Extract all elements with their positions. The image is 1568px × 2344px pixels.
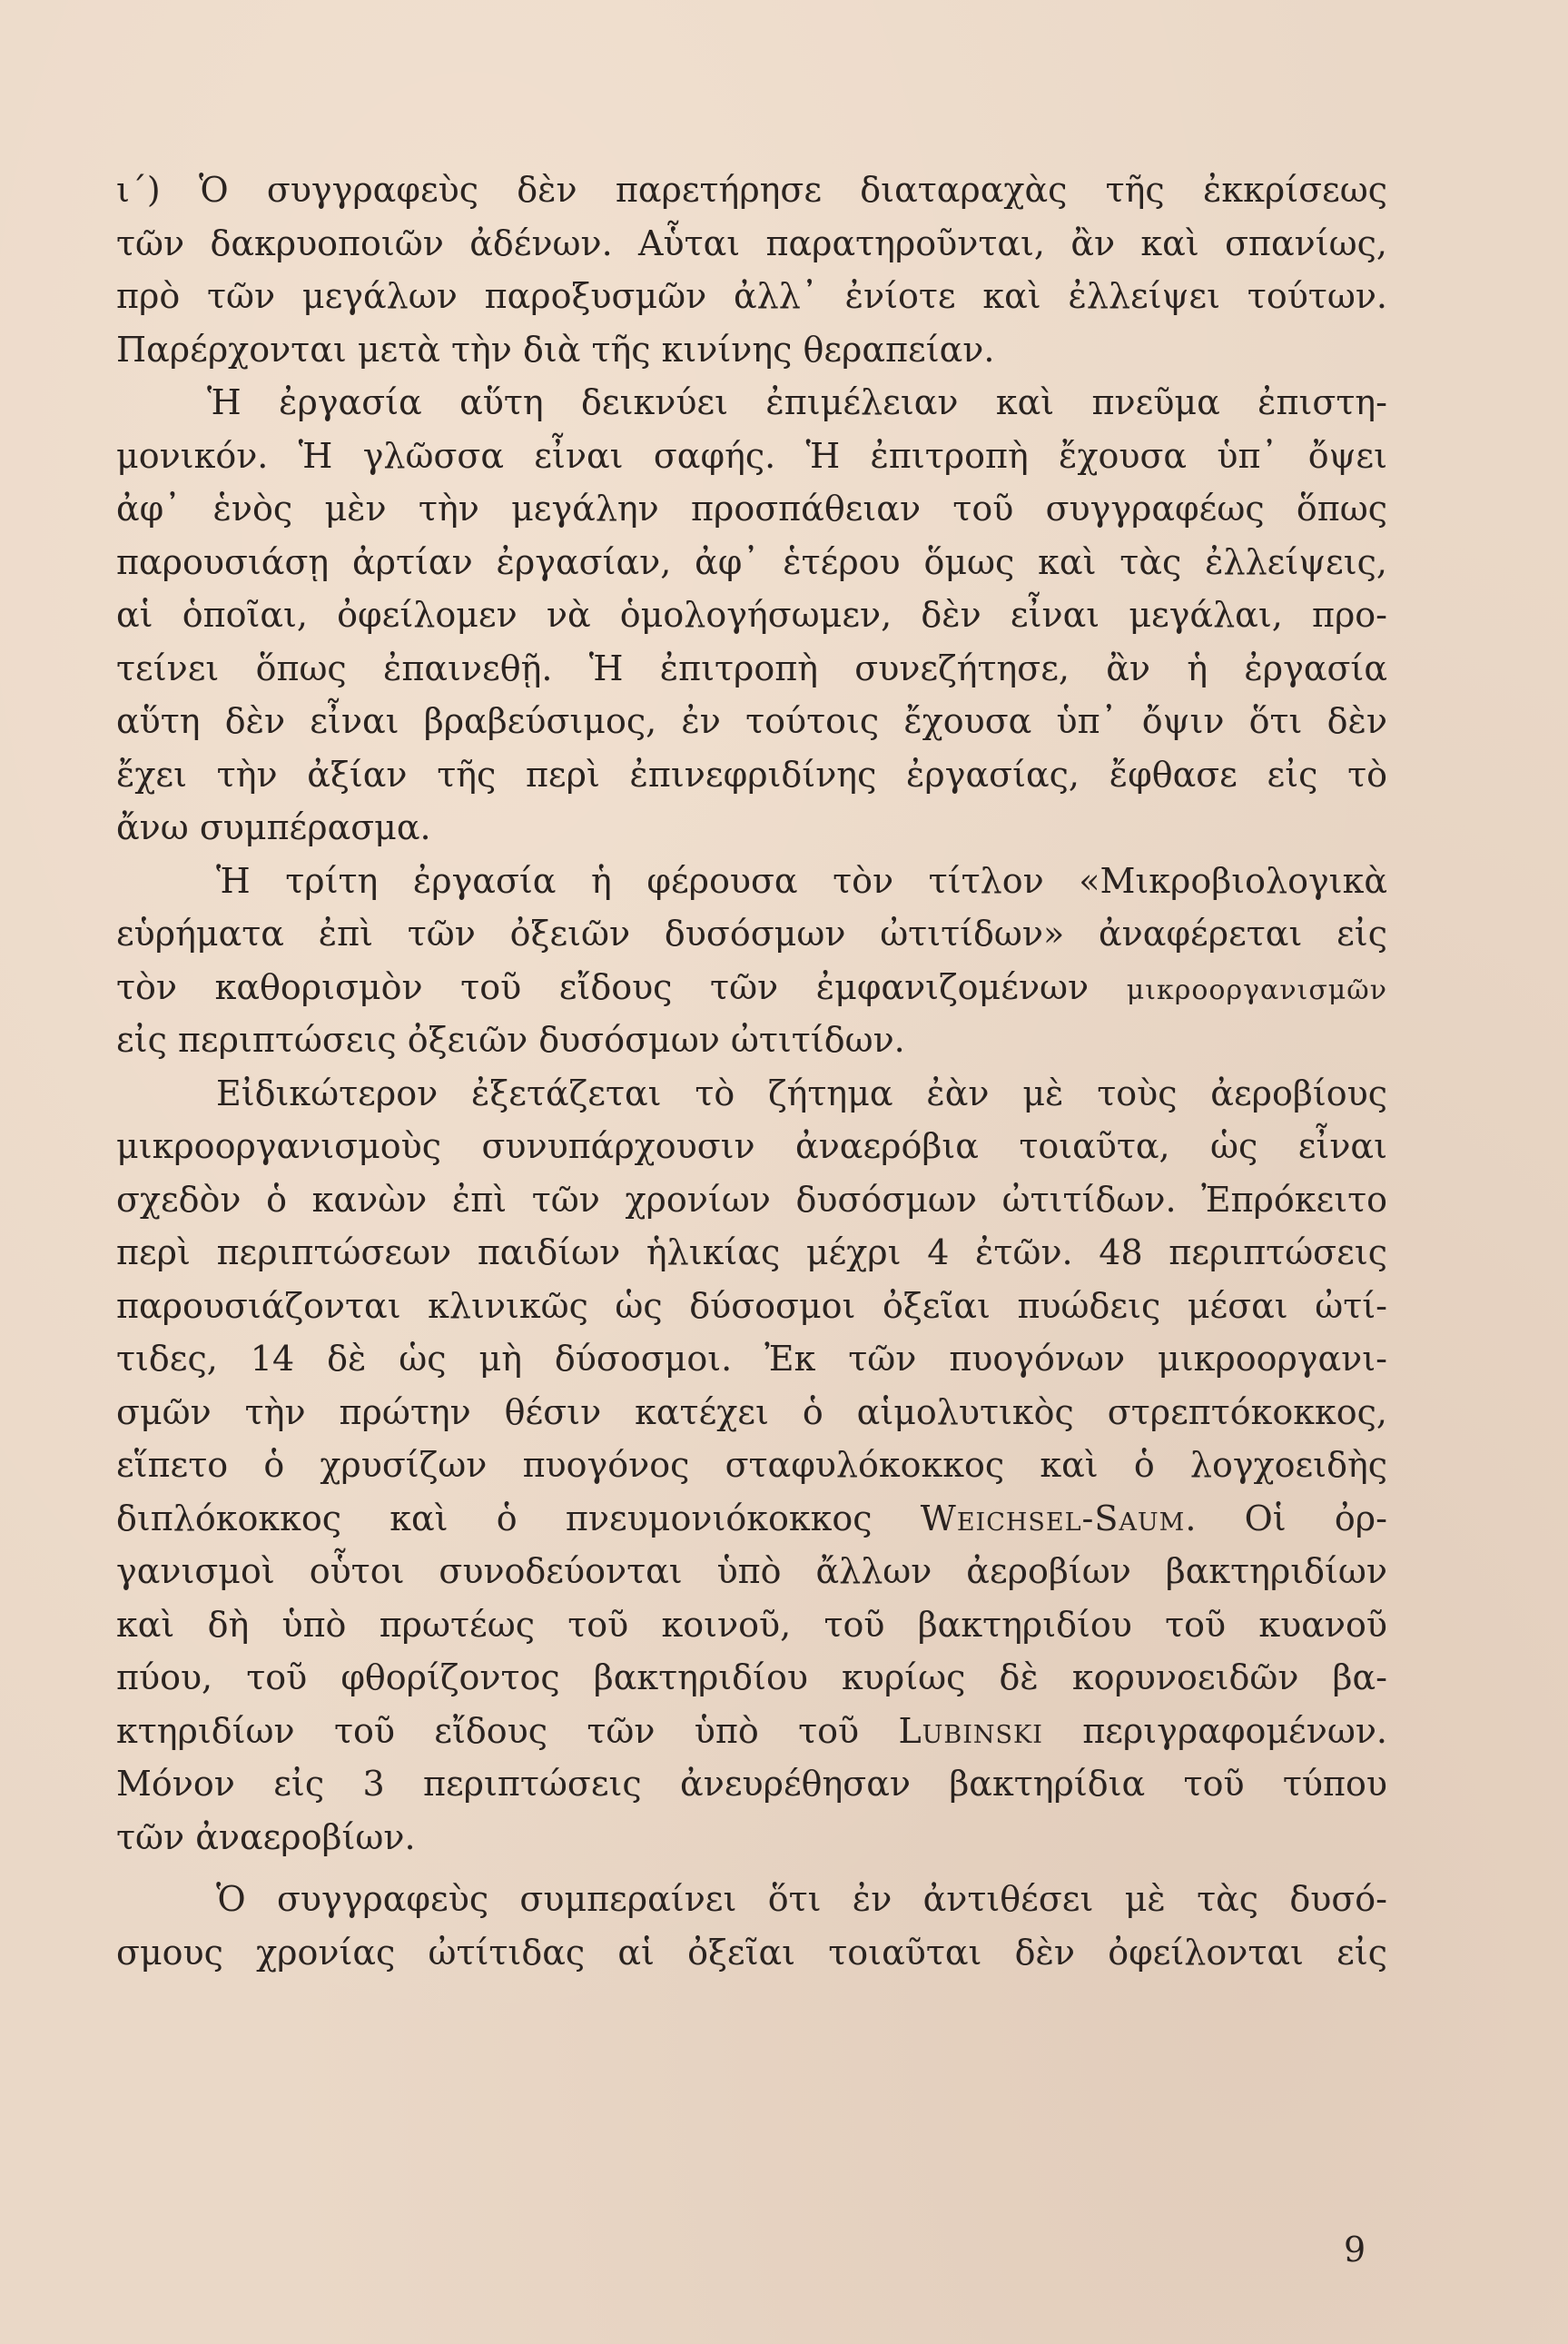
text-line: [116, 1492, 1387, 1546]
text-line: τῶν δακρυοποιῶν ἀδένων. Αὗται παρατηροῦνται, ἂν καὶ σπανίως,: [116, 223, 1387, 263]
text-line: Μόνον εἰς 3 περιπτώσεις ἀνευρέθησαν βακτηρίδια τοῦ τύπου: [116, 1764, 1387, 1804]
body-text: [116, 163, 1387, 1979]
paragraph-5: [116, 1873, 1387, 1979]
text-line: Ἡ τρίτη ἐργασία ἡ φέρουσα τὸν τίτλον «Μικροβιολογικὰ: [216, 860, 1387, 901]
text-line: ἄνω συμπέρασμα.: [116, 807, 431, 847]
text-line: Παρέρχονται μετὰ τὴν διὰ τῆς κινίνης θεραπείαν.: [116, 329, 995, 370]
paragraph-4: [116, 1067, 1387, 1864]
text-segment: . Οἱ ὀρ-: [1185, 1498, 1387, 1538]
text-line: περὶ περιπτώσεων παιδίων ἡλικίας μέχρι 4 ἐτῶν. 48 περιπτώσεις: [116, 1232, 1387, 1272]
text-line: εἰς περιπτώσεις ὀξειῶν δυσόσμων ὠτιτίδων.: [116, 1020, 905, 1060]
text-line: αἱ ὁποῖαι, ὀφείλομεν νὰ ὁμολογήσωμεν, δὲν εἶναι μεγάλαι, προ-: [116, 595, 1387, 635]
text-line: καὶ δὴ ὑπὸ πρωτέως τοῦ κοινοῦ, τοῦ βακτηριδίου τοῦ κυανοῦ: [116, 1604, 1387, 1645]
text-line: πύου, τοῦ φθορίζοντος βακτηριδίου κυρίως δὲ κορυνοειδῶν βα-: [116, 1657, 1387, 1697]
text-segment: κτηριδίων τοῦ εἴδους τῶν ὑπὸ τοῦ: [116, 1710, 860, 1751]
text-line: τῶν ἀναεροβίων.: [116, 1816, 416, 1857]
text-segment: περιγραφομένων.: [1082, 1710, 1387, 1751]
text-line: τιδες, 14 δὲ ὡς μὴ δύσοσμοι. Ἐκ τῶν πυογόνων μικροοργανι-: [116, 1339, 1387, 1379]
text-line: σμους χρονίας ὠτίτιδας αἱ ὀξεῖαι τοιαῦται δὲν ὀφείλονται εἰς: [116, 1932, 1387, 1973]
text-segment-small: μικροοργανισμῶν: [1126, 974, 1387, 1006]
text-line: εὑρήματα ἐπὶ τῶν ὀξειῶν δυσόσμων ὠτιτίδων» ἀναφέρεται εἰς: [116, 914, 1387, 954]
text-line: ι΄) Ὁ συγγραφεὺς δὲν παρετήρησε διαταραχὰς τῆς ἐκκρίσεως: [116, 170, 1387, 210]
text-segment: τὸν καθορισμὸν τοῦ εἴδους τῶν ἐμφανιζομένων: [116, 966, 1090, 1007]
text-line: πρὸ τῶν μεγάλων παροξυσμῶν ἀλλ᾽ ἐνίοτε καὶ ἐλλείψει τούτων.: [116, 276, 1387, 316]
text-line: παρουσιάσῃ ἀρτίαν ἐργασίαν, ἀφ᾽ ἑτέρου ὅμως καὶ τὰς ἐλλείψεις,: [116, 541, 1387, 582]
text-line: Εἰδικώτερον ἐξετάζεται τὸ ζήτημα ἐὰν μὲ τοὺς ἀεροβίους: [216, 1073, 1387, 1113]
page-number: 9: [1344, 2230, 1366, 2270]
text-line: Ὁ συγγραφεὺς συμπεραίνει ὅτι ἐν ἀντιθέσει μὲ τὰς δυσό-: [216, 1879, 1387, 1919]
text-line: ἔχει τὴν ἀξίαν τῆς περὶ ἐπινεφριδίνης ἐργασίας, ἔφθασε εἰς τὸ: [116, 754, 1387, 795]
text-line: σμῶν τὴν πρώτην θέσιν κατέχει ὁ αἱμολυτικὸς στρεπτόκοκκος,: [116, 1391, 1387, 1432]
text-line: [116, 961, 1387, 1014]
text-line: αὕτη δὲν εἶναι βραβεύσιμος, ἐν τούτοις ἔχουσα ὑπ᾽ ὄψιν ὅτι δὲν: [116, 701, 1387, 741]
text-line: τείνει ὅπως ἐπαινεθῇ. Ἡ ἐπιτροπὴ συνεζήτησε, ἂν ἡ ἐργασία: [116, 648, 1387, 688]
paragraph-3: [116, 855, 1387, 1067]
text-line: μικροοργανισμοὺς συνυπάρχουσιν ἀναερόβια τοιαῦτα, ὡς εἶναι: [116, 1126, 1387, 1166]
paragraph-2: [116, 376, 1387, 855]
author-name: Weichsel-Saum: [920, 1498, 1186, 1538]
text-line: Ἡ ἐργασία αὕτη δεικνύει ἐπιμέλειαν καὶ πνεῦμα ἐπιστη-: [207, 382, 1387, 422]
author-name: Lubinski: [898, 1710, 1043, 1751]
text-line: σχεδὸν ὁ κανὼν ἐπὶ τῶν χρονίων δυσόσμων ὠτιτίδων. Ἐπρόκειτο: [116, 1179, 1387, 1220]
text-line: [116, 1705, 1387, 1758]
text-line: μονικόν. Ἡ γλῶσσα εἶναι σαφής. Ἡ ἐπιτροπὴ ἔχουσα ὑπ᾽ ὄψει: [116, 435, 1387, 476]
text-line: γανισμοὶ οὗτοι συνοδεύονται ὑπὸ ἄλλων ἀεροβίων βακτηριδίων: [116, 1551, 1387, 1591]
text-segment: διπλόκοκκος καὶ ὁ πνευμονιόκοκκος: [116, 1498, 873, 1538]
text-line: ἀφ᾽ ἑνὸς μὲν τὴν μεγάλην προσπάθειαν τοῦ συγγραφέως ὅπως: [116, 489, 1387, 529]
text-line: παρουσιάζονται κλινικῶς ὡς δύσοσμοι ὀξεῖαι πυώδεις μέσαι ὠτί-: [116, 1285, 1387, 1326]
text-line: εἵπετο ὁ χρυσίζων πυογόνος σταφυλόκοκκος καὶ ὁ λογχοειδὴς: [116, 1445, 1387, 1485]
paragraph-1: [116, 163, 1387, 376]
